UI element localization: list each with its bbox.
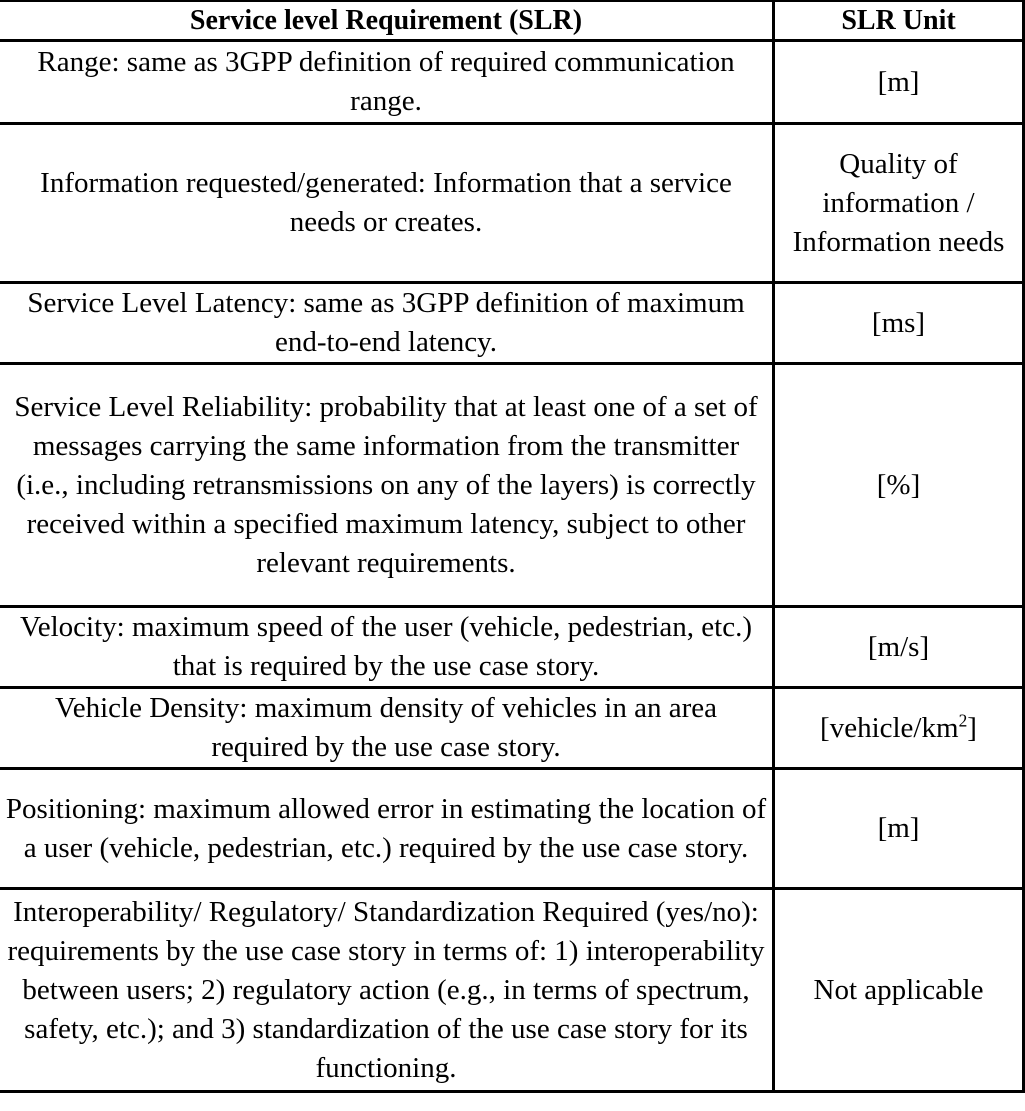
table-row bbox=[0, 688, 1024, 769]
unit-cell: Quality of information / Information needs bbox=[774, 124, 1024, 283]
unit-cell: [m] bbox=[774, 41, 1024, 124]
unit-base: [vehicle/km bbox=[820, 711, 959, 744]
unit-superscript: 2 bbox=[958, 709, 968, 730]
table-row bbox=[0, 283, 1024, 364]
table-row bbox=[0, 607, 1024, 688]
header-requirement: Service level Requirement (SLR) bbox=[0, 1, 774, 41]
requirement-cell: Service Level Latency: same as 3GPP definition of maximum end-to-end latency. bbox=[0, 283, 774, 364]
unit-cell: [ms] bbox=[774, 283, 1024, 364]
requirement-cell: Interoperability/ Regulatory/ Standardization Required (yes/no): requirements by the use case story in terms of: 1) interoperability between users; 2) regulatory action (e.g., in terms of spectrum, safety, etc.); and 3) standardization of the use case story for its functioning. bbox=[0, 889, 774, 1092]
unit-cell bbox=[774, 688, 1024, 769]
requirement-cell: Range: same as 3GPP definition of required communication range. bbox=[0, 41, 774, 124]
unit-close: ] bbox=[967, 711, 977, 744]
table-row bbox=[0, 124, 1024, 283]
unit-cell: [m] bbox=[774, 769, 1024, 889]
unit-cell: [%] bbox=[774, 364, 1024, 607]
table-row bbox=[0, 769, 1024, 889]
unit-cell: Not applicable bbox=[774, 889, 1024, 1092]
requirement-cell: Vehicle Density: maximum density of vehicles in an area required by the use case story. bbox=[0, 688, 774, 769]
requirement-cell: Service Level Reliability: probability that at least one of a set of messages carrying the same information from the transmitter (i.e., including retransmissions on any of the layers) is correctly received within a specified maximum latency, subject to other relevant requirements. bbox=[0, 364, 774, 607]
header-unit: SLR Unit bbox=[774, 1, 1024, 41]
table-row bbox=[0, 364, 1024, 607]
unit-cell: [m/s] bbox=[774, 607, 1024, 688]
requirement-cell: Velocity: maximum speed of the user (vehicle, pedestrian, etc.) that is required by the use case story. bbox=[0, 607, 774, 688]
requirement-cell: Information requested/generated: Information that a service needs or creates. bbox=[0, 124, 774, 283]
requirement-cell: Positioning: maximum allowed error in estimating the location of a user (vehicle, pedestrian, etc.) required by the use case story. bbox=[0, 769, 774, 889]
table-row bbox=[0, 889, 1024, 1092]
table-header-row bbox=[0, 1, 1024, 41]
table-row bbox=[0, 41, 1024, 124]
